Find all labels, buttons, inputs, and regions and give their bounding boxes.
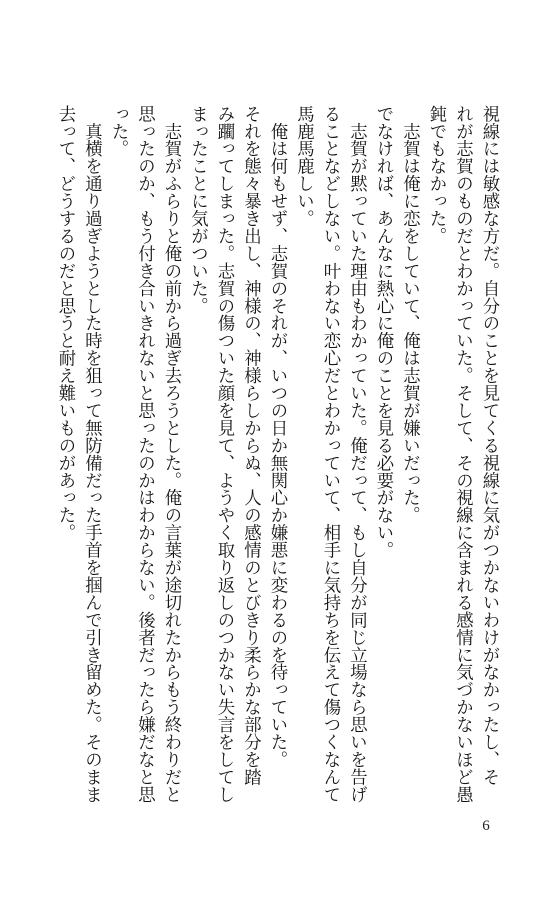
text-line-2: れが志賀のものだとわかっていた。そして、その視線に含まれる感情に気づかないほど愚 bbox=[452, 105, 473, 803]
text-line-9: 俺は何もせず、志賀のそれが、いつの日か無関心か嫌悪に変わるのを待っていた。 bbox=[267, 105, 287, 769]
text-line-11: み躙ってしまった。志賀の傷ついた顔を見て、ようやく取り返しのつかない失言をしてし bbox=[214, 105, 234, 803]
text-line-1: 視線には敏感な方だ。自分のことを見てくる視線に気がつかないわけがなかったし、そ bbox=[479, 105, 499, 786]
text-line-3: 鈍でもなかった。 bbox=[426, 105, 446, 245]
page-number: 6 bbox=[482, 818, 490, 834]
text-line-7: ることなどしない。叶わない恋心だとわかっていて、相手に気持ちを伝えて傷つくなんて bbox=[320, 105, 340, 803]
text-line-17: 去って、どうするのだと思うと耐え難いものがあった。 bbox=[55, 105, 75, 542]
vertical-text-body bbox=[55, 105, 499, 803]
text-line-10: それを態々暴き出し、神様の、神様らしからぬ、人の感情のとびきり柔らかな部分を踏 bbox=[240, 105, 261, 786]
text-line-14: 思ったのか、もう付き合いきれないと思ったのかはわからない。後者だったら嫌だなと思 bbox=[134, 105, 155, 803]
text-line-15: った。 bbox=[108, 105, 128, 158]
text-line-16: 真横を通り過ぎようとした時を狙って無防備だった手首を掴んで引き留めた。そのまま bbox=[81, 105, 102, 803]
text-line-8: 馬鹿馬鹿しい。 bbox=[293, 105, 314, 228]
text-line-12: まったことに気がついた。 bbox=[187, 105, 208, 315]
text-line-5: でなければ、あんなに熱心に俺のことを見る必要がない。 bbox=[373, 105, 393, 559]
text-line-4: 志賀は俺に恋をしていて、俺は志賀が嫌いだった。 bbox=[399, 105, 420, 524]
text-line-6: 志賀が黙っていた理由もわかっていた。俺だって、もし自分が同じ立場なら思いを告げ bbox=[346, 105, 367, 803]
text-line-13: 志賀がふらりと俺の前から過ぎ去ろうとした。俺の言葉が途切れたからもう終わりだと bbox=[161, 105, 181, 803]
